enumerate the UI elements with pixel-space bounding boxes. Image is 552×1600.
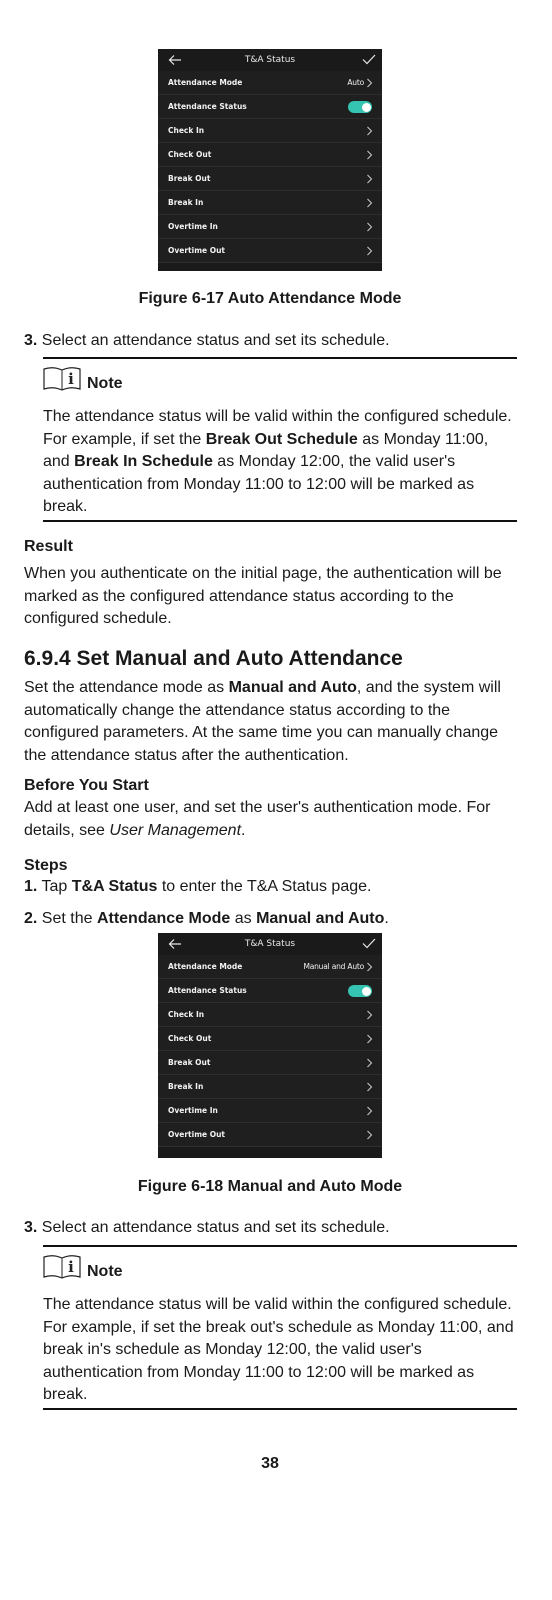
- checkmark-icon[interactable]: [362, 936, 376, 950]
- page-number: 38: [261, 1455, 279, 1472]
- chevron-right-icon: [366, 78, 373, 88]
- before-you-start-heading: Before You Start: [24, 777, 149, 794]
- settings-row[interactable]: [158, 979, 382, 1003]
- screen-header: [158, 49, 382, 71]
- chevron-right-icon: [366, 1034, 373, 1044]
- settings-row-label: Overtime Out: [168, 1130, 226, 1139]
- step-text: Set the: [37, 910, 97, 927]
- settings-row-label: Break Out: [168, 1058, 211, 1067]
- checkmark-icon[interactable]: [362, 52, 376, 66]
- attendance-status-toggle[interactable]: [348, 101, 372, 113]
- settings-row-label: Overtime Out: [168, 246, 226, 255]
- attendance-status-toggle[interactable]: [348, 985, 372, 997]
- settings-row-label: Check In: [168, 126, 205, 135]
- settings-row[interactable]: [158, 1027, 382, 1051]
- settings-row-label: Check Out: [168, 150, 212, 159]
- settings-row-label: Break In: [168, 198, 204, 207]
- figure-caption: Figure 6-17 Auto Attendance Mode: [138, 290, 402, 307]
- chevron-right-icon: [366, 198, 373, 208]
- settings-row-label: Overtime In: [168, 222, 218, 231]
- settings-row-label: Attendance Mode: [168, 962, 243, 971]
- settings-row[interactable]: [158, 191, 382, 215]
- chevron-right-icon: [366, 1058, 373, 1068]
- note-text-bold: Break In Schedule: [74, 453, 213, 470]
- settings-list: [158, 71, 382, 263]
- before-part: .: [241, 821, 246, 839]
- note-text-bold: Break Out Schedule: [205, 430, 358, 448]
- step-text: Select an attendance status and set its schedule.: [41, 1219, 390, 1236]
- settings-row-label: Attendance Status: [168, 102, 247, 111]
- before-part: Add at least one user, and set the user's authentication mode. For details, see: [24, 799, 491, 839]
- step-number: 1.: [24, 878, 38, 895]
- chevron-right-icon: [366, 1130, 373, 1140]
- note-text: The attendance status will be valid within the configured schedule. For example, if set the break out's schedule as Monday 11:00, and break in's schedule as Monday 12:00, the valid user's authentication from Monday 11:00 to 12:00 will be marked as break.: [43, 1296, 514, 1403]
- settings-row-label: Attendance Status: [168, 986, 247, 995]
- settings-row[interactable]: [158, 1075, 382, 1099]
- settings-row[interactable]: [158, 239, 382, 263]
- before-you-start-text: [24, 797, 524, 842]
- settings-row-label: Check Out: [168, 1034, 212, 1043]
- screen-title: T&A Status: [244, 55, 296, 65]
- settings-list: [158, 955, 382, 1147]
- step-text: .: [384, 910, 389, 927]
- result-heading: Result: [24, 538, 73, 555]
- note-info-icon: [43, 1253, 81, 1279]
- step-text: Tap: [37, 878, 72, 895]
- figure-caption: Figure 6-18 Manual and Auto Mode: [137, 1178, 403, 1195]
- settings-row-label: Check In: [168, 1010, 205, 1019]
- note-label: Note: [87, 375, 123, 392]
- steps-heading: Steps: [24, 857, 68, 874]
- step-bold: Manual and Auto: [256, 910, 385, 927]
- note-label: Note: [87, 1263, 123, 1280]
- result-text: When you authenticate on the initial page, the authentication will be marked as the configured attendance status according to the configured schedule.: [24, 565, 502, 627]
- settings-row-label: Attendance Mode: [168, 78, 243, 87]
- chevron-right-icon: [366, 1082, 373, 1092]
- step-bold: Attendance Mode: [96, 910, 231, 927]
- settings-row[interactable]: [158, 215, 382, 239]
- settings-row[interactable]: [158, 143, 382, 167]
- note-top-rule: [43, 357, 517, 359]
- note-text: [43, 406, 519, 519]
- settings-row[interactable]: [158, 95, 382, 119]
- chevron-right-icon: [366, 1010, 373, 1020]
- step-number: 3.: [24, 332, 38, 349]
- step-text: Select an attendance status and set its schedule.: [41, 332, 390, 349]
- note-text-part: as Monday 12:00, the valid user's authentication from Monday 11:00 to 12:00 will be marked as break.: [43, 453, 475, 515]
- screen-header: [158, 933, 382, 955]
- intro-bold: Manual and Auto: [228, 679, 357, 696]
- step-1: [24, 876, 524, 899]
- step-bold: T&A Status: [71, 878, 158, 895]
- settings-row[interactable]: [158, 119, 382, 143]
- intro-part: , and the system will automatically change the attendance status according to the configured parameters. At the same time you can manually change the attendance status after the authentication.: [24, 679, 501, 764]
- settings-row[interactable]: [158, 1051, 382, 1075]
- step-text: to enter the T&A Status page.: [157, 878, 372, 895]
- intro-part: Set the attendance mode as: [24, 679, 229, 696]
- step-number: 2.: [24, 910, 38, 927]
- step-text: as: [230, 910, 257, 927]
- section-title: 6.9.4 Set Manual and Auto Attendance: [24, 647, 403, 670]
- step-2: [24, 908, 524, 931]
- settings-row-value: Manual and Auto: [303, 962, 364, 971]
- settings-row[interactable]: [158, 167, 382, 191]
- settings-row[interactable]: [158, 1003, 382, 1027]
- step-3: [24, 1217, 524, 1240]
- svg-text:i: i: [68, 370, 74, 388]
- screen-title: T&A Status: [244, 939, 296, 949]
- settings-row[interactable]: [158, 71, 382, 95]
- note-text-part: as Monday 11:00, and: [43, 430, 489, 470]
- settings-row[interactable]: [158, 955, 382, 979]
- settings-row-label: Overtime In: [168, 1106, 218, 1115]
- chevron-right-icon: [366, 962, 373, 972]
- note-info-icon: [43, 365, 81, 391]
- chevron-right-icon: [366, 246, 373, 256]
- svg-text:i: i: [68, 1258, 74, 1276]
- chevron-right-icon: [366, 1106, 373, 1116]
- section-intro: [24, 677, 524, 767]
- figure-6-18-screenshot: [158, 933, 382, 1158]
- note-bottom-rule: [43, 520, 517, 522]
- settings-row[interactable]: [158, 1123, 382, 1147]
- chevron-right-icon: [366, 174, 373, 184]
- settings-row[interactable]: [158, 1099, 382, 1123]
- user-management-link[interactable]: User Management: [109, 821, 242, 839]
- step-number: 3.: [24, 1219, 38, 1236]
- settings-row-label: Break Out: [168, 174, 211, 183]
- figure-6-17-screenshot: [158, 49, 382, 271]
- settings-row-value: Auto: [347, 78, 364, 87]
- chevron-right-icon: [366, 126, 373, 136]
- settings-row-label: Break In: [168, 1082, 204, 1091]
- chevron-right-icon: [366, 222, 373, 232]
- chevron-right-icon: [366, 150, 373, 160]
- note-bottom-rule: [43, 1408, 517, 1410]
- note-top-rule: [43, 1245, 517, 1247]
- step-3: [24, 330, 524, 353]
- note-text-part: The attendance status will be valid within the configured schedule. For example, if set the: [43, 408, 512, 448]
